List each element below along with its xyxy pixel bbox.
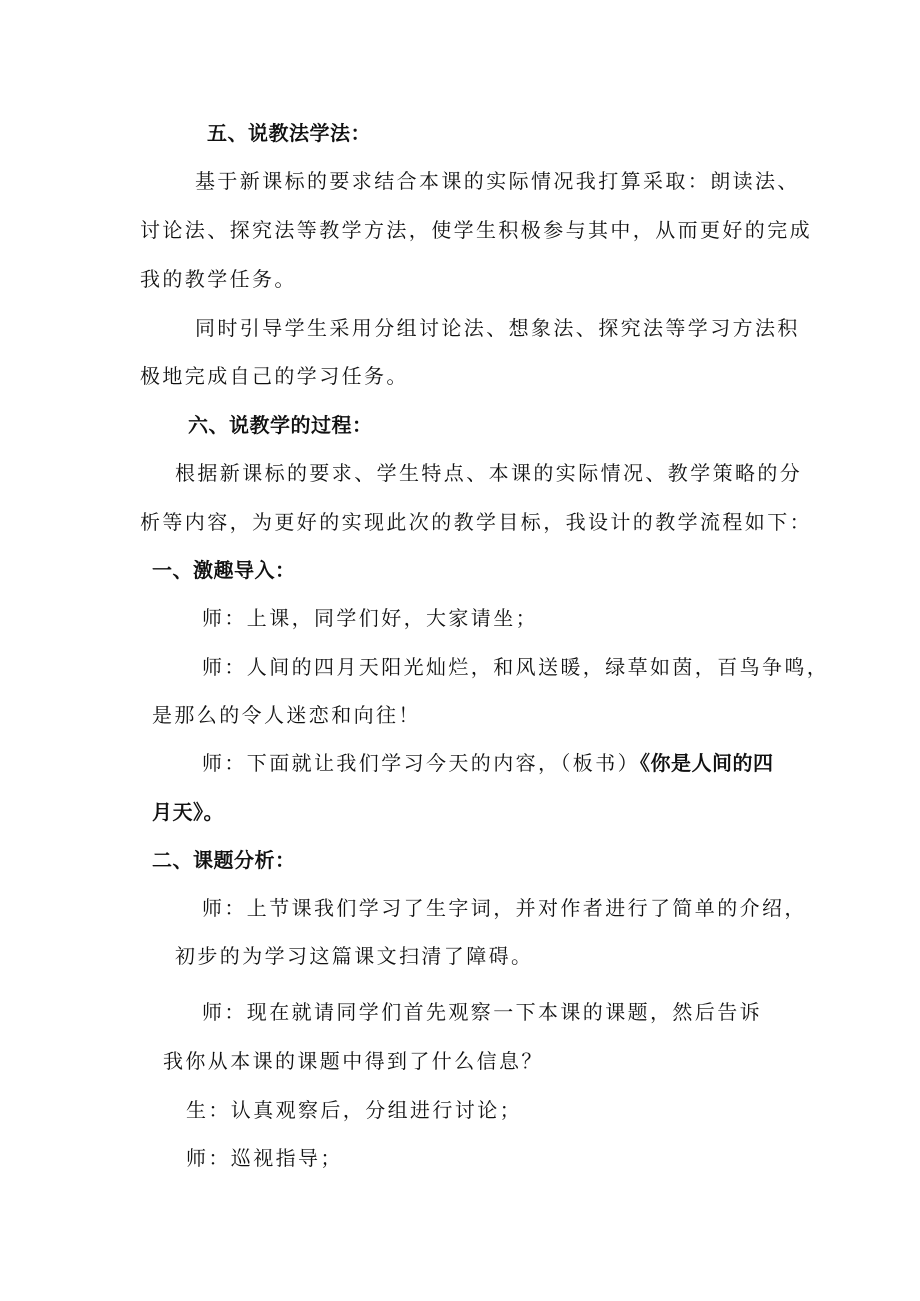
paragraph-line: 讨论法、探究法等教学方法，使学生积极参与其中，从而更好的完成 bbox=[140, 218, 812, 242]
dialogue-text: 师：下面就让我们学习今天的内容，（板书） bbox=[202, 751, 640, 775]
dialogue-line: 师：上节课我们学习了生字词，并对作者进行了简单的介绍， bbox=[202, 896, 807, 920]
paragraph-line: 同时引导学生采用分组讨论法、想象法、探究法等学习方法积 bbox=[195, 316, 800, 340]
dialogue-line: 师：人间的四月天阳光灿烂，和风送暖，绿草如茵，百鸟争鸣， bbox=[202, 655, 830, 679]
paragraph-line: 基于新课标的要求结合本课的实际情况我打算采取：朗读法、 bbox=[195, 169, 800, 193]
dialogue-line: 师：巡视指导； bbox=[186, 1146, 343, 1170]
dialogue-line: 师：上课，同学们好，大家请坐； bbox=[202, 606, 538, 630]
dialogue-line: 初步的为学习这篇课文扫清了障碍。 bbox=[175, 944, 534, 968]
section-heading-topic-analysis: 二、课题分析： bbox=[152, 848, 296, 872]
paragraph-line: 根据新课标的要求、学生特点、本课的实际情况、教学策略的分 bbox=[175, 461, 803, 485]
dialogue-line: 师：现在就请同学们首先观察一下本课的课题，然后告诉 bbox=[202, 1000, 762, 1024]
paragraph-line: 我的教学任务。 bbox=[140, 267, 297, 291]
paragraph-line: 极地完成自己的学习任务。 bbox=[140, 364, 409, 388]
section-heading-teaching-process: 六、说教学的过程： bbox=[188, 413, 373, 437]
paragraph-line: 析等内容，为更好的实现此次的教学目标，我设计的教学流程如下： bbox=[140, 510, 812, 534]
section-heading-introduction: 一、激趣导入： bbox=[152, 558, 296, 582]
dialogue-line bbox=[202, 750, 774, 776]
lesson-title-text: 《你是人间的四 bbox=[640, 751, 774, 775]
dialogue-line: 生：认真观察后，分组进行讨论； bbox=[186, 1098, 522, 1122]
dialogue-line: 是那么的令人迷恋和向往！ bbox=[152, 703, 421, 727]
lesson-title-text: 月天》。 bbox=[152, 800, 224, 824]
section-heading-teaching-methods: 五、说教法学法： bbox=[207, 121, 371, 145]
dialogue-line: 我你从本课的课题中得到了什么信息？ bbox=[163, 1049, 544, 1073]
